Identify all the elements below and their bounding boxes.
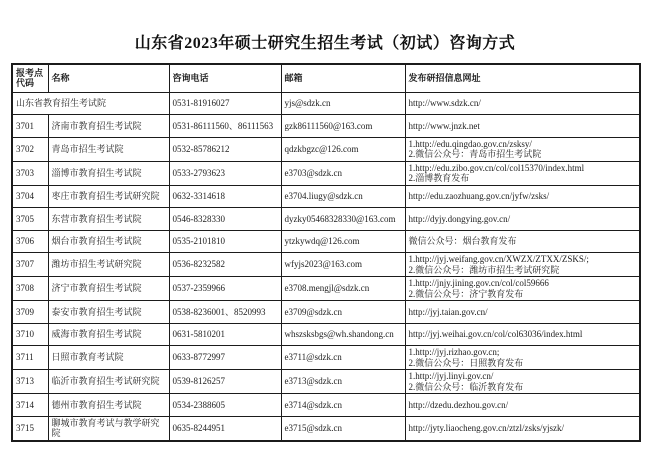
name-cell: 青岛市招生考试院: [48, 137, 169, 161]
url-line: 1.http://jyj.linyi.gov.cn/: [408, 371, 494, 381]
table-row: [12, 416, 640, 441]
table-row: [12, 394, 640, 417]
table-row: [12, 323, 640, 346]
url-line: 2.微信公众号：潍坊市招生考试研究院: [408, 264, 560, 275]
name-cell: 潍坊市招生考试研究院: [48, 253, 169, 277]
column-header: 报考点代码: [12, 64, 48, 92]
url-cell: [405, 253, 640, 277]
url-cell: [405, 277, 640, 301]
url-cell: [405, 161, 640, 185]
header-row: [12, 64, 640, 92]
email-cell: dyzky05468328330@163.com: [281, 208, 405, 231]
url-line: 2.微信公众号：济宁教育发布: [408, 288, 524, 299]
url-line: http://edu.zaozhuang.gov.cn/jyfw/zsks/: [408, 191, 550, 201]
code-cell: 3704: [12, 185, 48, 208]
name-cell: 枣庄市教育招生考试研究院: [48, 185, 169, 208]
code-cell: 3702: [12, 137, 48, 161]
code-cell: 3711: [12, 346, 48, 370]
url-line: http://dzedu.dezhou.gov.cn/: [408, 399, 509, 410]
name-cell: 山东省教育招生考试院: [12, 92, 169, 115]
url-cell: [405, 416, 640, 441]
phone-cell: 0533-2793623: [169, 161, 281, 185]
code-cell: 3703: [12, 161, 48, 185]
url-line: 微信公众号：烟台教育发布: [408, 236, 517, 246]
code-cell: 3715: [12, 416, 48, 441]
email-cell: e3709@sdzk.cn: [281, 301, 405, 324]
phone-cell: 0534-2388605: [169, 394, 281, 417]
name-cell: 德州市教育招生考试院: [48, 394, 169, 417]
consultation-table: [11, 63, 641, 442]
url-line: http://dyjy.dongying.gov.cn/: [408, 213, 511, 224]
code-cell: 3706: [12, 230, 48, 253]
table-row: [12, 370, 640, 394]
url-line: 2.微信公众号：日照教育发布: [408, 357, 524, 368]
name-cell: 东营市教育招生考试院: [48, 208, 169, 231]
url-line: http://www.sdzk.cn/: [408, 98, 481, 108]
url-line: http://jyty.liaocheng.gov.cn/ztzl/zsks/yjszk/: [408, 422, 565, 433]
phone-cell: 0539-8126257: [169, 370, 281, 394]
url-cell: [405, 346, 640, 370]
phone-cell: 0532-85786212: [169, 137, 281, 161]
url-cell: [405, 301, 640, 324]
url-line: http://jyj.weihai.gov.cn/col/col63036/index.html: [408, 329, 583, 339]
email-cell: e3711@sdzk.cn: [281, 346, 405, 370]
name-cell: 聊城市教育考试与教学研究院: [48, 416, 169, 441]
page-title: 山东省2023年硕士研究生招生考试（初试）咨询方式: [134, 35, 516, 52]
url-line: http://jyj.taian.gov.cn/: [408, 306, 488, 317]
name-cell: 济宁市教育招生考试院: [48, 277, 169, 301]
url-cell: [405, 185, 640, 208]
name-cell: 济南市教育招生考试院: [48, 115, 169, 138]
url-cell: [405, 137, 640, 161]
url-cell: [405, 230, 640, 253]
email-cell: e3708.mengjl@sdzk.cn: [281, 277, 405, 301]
url-cell: [405, 323, 640, 346]
url-cell: [405, 92, 640, 115]
table-row: [12, 301, 640, 324]
column-header: 咨询电话: [169, 64, 281, 92]
name-cell: 临沂市教育招生考试研究院: [48, 370, 169, 394]
email-cell: ytzkywdq@126.com: [281, 230, 405, 253]
url-line: 1.http://jnjy.jining.gov.cn/col/col59666: [408, 278, 549, 288]
url-cell: [405, 394, 640, 417]
email-cell: e3713@sdzk.cn: [281, 370, 405, 394]
url-line: 2.淄博教育发布: [408, 173, 470, 183]
phone-cell: 0635-8244951: [169, 416, 281, 441]
url-line: 1.http://jyj.rizhao.gov.cn;: [408, 347, 500, 357]
phone-cell: 0546-8328330: [169, 208, 281, 231]
url-line: 2.微信公众号：临沂教育发布: [408, 381, 524, 392]
email-cell: yjs@sdzk.cn: [281, 92, 405, 115]
table-row: [12, 277, 640, 301]
email-cell: gzk86111560@163.com: [281, 115, 405, 138]
phone-cell: 0531-81916027: [169, 92, 281, 115]
url-cell: [405, 370, 640, 394]
table-row: [12, 161, 640, 185]
name-cell: 淄博市教育招生考试院: [48, 161, 169, 185]
code-cell: 3701: [12, 115, 48, 138]
table-header: [12, 64, 640, 92]
column-header: 邮箱: [281, 64, 405, 92]
phone-cell: 0631-5810201: [169, 323, 281, 346]
email-cell: e3714@sdzk.cn: [281, 394, 405, 417]
phone-cell: 0536-8232582: [169, 253, 281, 277]
code-cell: 3714: [12, 394, 48, 417]
code-cell: 3705: [12, 208, 48, 231]
table-row: [12, 137, 640, 161]
phone-cell: 0537-2359966: [169, 277, 281, 301]
url-line: 1.http://edu.zibo.gov.cn/col/col15370/index.html: [408, 162, 585, 173]
phone-cell: 0535-2101810: [169, 230, 281, 253]
code-cell: 3713: [12, 370, 48, 394]
table-row: [12, 230, 640, 253]
url-line: 1.http://jyj.weifang.gov.cn/XWZX/ZTXX/ZSKS/;: [408, 254, 589, 264]
code-cell: 3710: [12, 323, 48, 346]
url-line: 1.http://edu.qingdao.gov.cn/zsksy/: [408, 138, 532, 149]
phone-cell: 0632-3314618: [169, 185, 281, 208]
url-line: http://www.jnzk.net: [408, 120, 480, 131]
email-cell: e3715@sdzk.cn: [281, 416, 405, 441]
table-row: [12, 346, 640, 370]
column-header: 发布研招信息网址: [405, 64, 640, 92]
email-cell: e3703@sdzk.cn: [281, 161, 405, 185]
email-cell: wfyjs2023@163.com: [281, 253, 405, 277]
email-cell: whszsksbgs@wh.shandong.cn: [281, 323, 405, 346]
table-row: [12, 253, 640, 277]
code-cell: 3709: [12, 301, 48, 324]
email-cell: qdzkbgzc@126.com: [281, 137, 405, 161]
email-cell: e3704.liugy@sdzk.cn: [281, 185, 405, 208]
url-cell: [405, 115, 640, 138]
code-cell: 3708: [12, 277, 48, 301]
url-cell: [405, 208, 640, 231]
phone-cell: 0531-86111560、86111563: [169, 115, 281, 138]
table-row: [12, 92, 640, 115]
table-row: [12, 115, 640, 138]
table-row: [12, 208, 640, 231]
name-cell: 日照市教育考试院: [48, 346, 169, 370]
phone-cell: 0633-8772997: [169, 346, 281, 370]
table-body: [12, 92, 640, 441]
column-header: 名称: [48, 64, 169, 92]
name-cell: 烟台市教育招生考试院: [48, 230, 169, 253]
name-cell: 威海市教育招生考试院: [48, 323, 169, 346]
name-cell: 泰安市教育招生考试院: [48, 301, 169, 324]
url-line: 2.微信公众号：青岛市招生考试院: [408, 149, 542, 159]
table-row: [12, 185, 640, 208]
phone-cell: 0538-8236001、8520993: [169, 301, 281, 324]
code-cell: 3707: [12, 253, 48, 277]
